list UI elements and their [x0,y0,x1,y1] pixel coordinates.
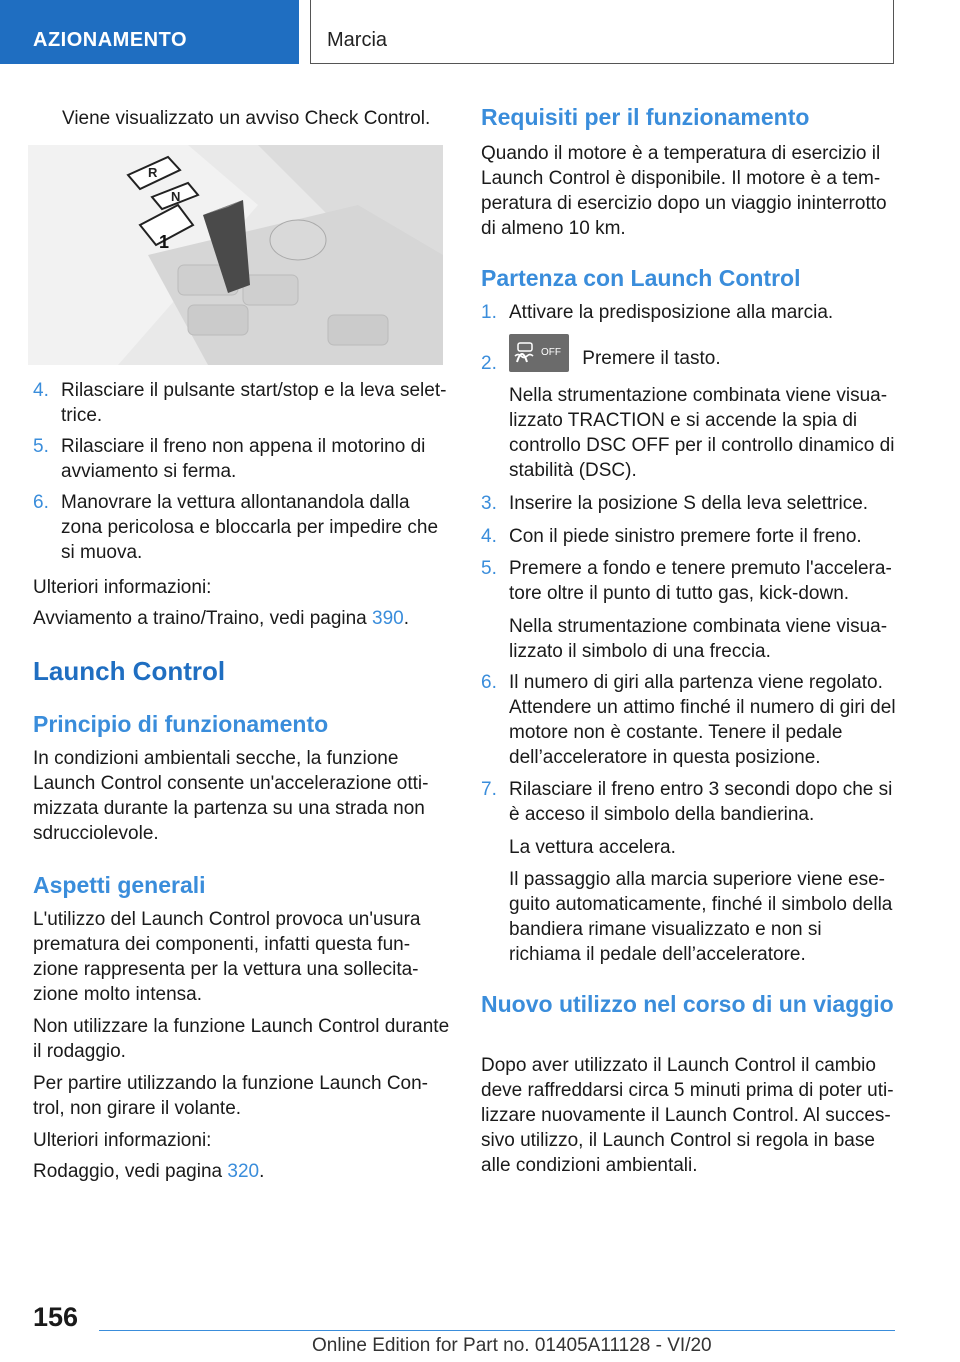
list-item [481,334,896,372]
list-item [481,670,896,770]
step-number: 4. [33,380,49,401]
step-subtext: Nella strumentazione combinata viene visua-lizzato il simbolo di una freccia. [509,616,888,662]
step-number: 7. [481,779,497,800]
reference-end: . [259,1161,265,1182]
step-text: Premere a fondo e tenere premuto l'accelera-tore oltre il punto di tutto gas, kick-down. [509,558,892,604]
list-item [481,300,896,325]
step-number: 2. [481,353,497,374]
step-number: 5. [33,436,49,457]
step-number: 5. [481,558,497,579]
heading-partenza: Partenza con Launch Control [481,265,801,291]
heading-nuovo-utilizzo: Nuovo utilizzo nel corso di un viaggio [481,991,894,1017]
step-subtext: Il passaggio alla marcia superiore viene ese-guito automaticamente, finché il simbolo della bandiera rimane visualizzato e non si richiama il pedale dell’acceleratore. [509,869,893,965]
list-item [33,434,447,484]
step-text: Il numero di giri alla partenza viene regolato. Attendere un attimo finché il numero di giri del motore non è costante. Tenere il pedale dell’acceleratore in questa posizione. [509,672,896,768]
list-item [33,378,447,428]
off-label: OFF [541,347,561,358]
more-info-label: Ulteriori informazioni: [33,1130,212,1151]
list-item [481,491,896,516]
dsc-off-button-icon [509,334,569,372]
heading-principio: Principio di funzionamento [33,711,329,737]
heading-aspetti: Aspetti generali [33,872,206,898]
step-text-row [509,334,896,372]
reference-end: . [403,608,410,629]
more-info-label: Ulteriori informazioni: [33,577,212,598]
figure-label-n: N [171,189,181,204]
step-number: 4. [481,526,497,547]
figure-label-r: R [148,165,158,180]
topic-header [310,0,894,64]
page-link-390[interactable]: 390 [372,608,404,629]
step-number: 1. [481,302,497,323]
step-text: Premere il tasto. [582,348,721,370]
figure-label-1: 1 [159,232,170,252]
paragraph-principio: In condizioni ambientali secche, la funzione Launch Control consente un'accelerazione otti-mizzata durante la partenza su una strada non sdrucciolevole. [33,748,429,844]
cross-reference [33,606,447,631]
paragraph-aspetti-1: L'utilizzo del Launch Control provoca un'usura prematura dei componenti, infatti questa fun-zione rappresenta per la vettura una sollecita-zione molto intensa. [33,909,421,1005]
step-text: Inserire la posizione S della leva selettrice. [509,493,869,514]
step-text: Manovrare la vettura allontanandola dalla zona pericolosa e bloccarla per impedire che si muova. [61,492,439,563]
list-item [481,556,896,606]
reference-text: Avviamento a traino/Traino, vedi pagina [33,608,373,629]
step-number: 6. [33,492,49,513]
page-number: 156 [33,1302,79,1332]
list-item [33,490,447,565]
step-text: Con il piede sinistro premere forte il freno. [509,526,862,547]
cross-reference [33,1159,447,1184]
edition-note: Online Edition for Part no. 01405A11128 - VI/20 [312,1335,712,1356]
footer-divider [99,1330,895,1331]
paragraph-aspetti-2: Non utilizzare la funzione Launch Control durante il rodaggio. [33,1016,450,1062]
step-text: Rilasciare il pulsante start/stop e la leva selet-trice. [61,380,447,426]
step-text: Attivare la predisposizione alla marcia. [509,302,834,323]
step-text: Rilasciare il freno non appena il motorino di avviamento si ferma. [61,436,426,482]
intro-text: Viene visualizzato un avviso Check Control. [62,108,431,129]
page-link-320[interactable]: 320 [227,1161,260,1182]
heading-requisiti: Requisiti per il funzionamento [481,104,810,130]
step-number: 6. [481,672,497,693]
step-subtext: La vettura accelera. [509,837,676,858]
paragraph-aspetti-3: Per partire utilizzando la funzione Launch Con-trol, non girare il volante. [33,1073,429,1119]
section-tab [0,0,299,64]
list-item [481,524,896,549]
paragraph-nuovo-utilizzo: Dopo aver utilizzato il Launch Control il cambio deve raffreddarsi circa 5 minuti prima di poter uti-lizzare nuovamente il Launch Control. Al succes-sivo utilizzo, il Launch Control si regola in base alle condizioni ambientali. [481,1055,894,1176]
heading-launch-control: Launch Control [33,656,226,686]
gear-selector-illustration [28,145,443,365]
list-item [481,777,896,827]
paragraph-requisiti: Quando il motore è a temperatura di esercizio il Launch Control è disponibile. Il motore è a tem-peratura di esercizio dopo un viaggio ininterrotto di almeno 10 km. [481,143,887,239]
step-subtext: Nella strumentazione combinata viene visua-lizzato TRACTION e si accende la spia di controllo DSC OFF per il controllo dinamico di stabilità (DSC). [509,385,895,481]
topic-title: Marcia [327,29,388,51]
step-number: 3. [481,493,497,514]
reference-text: Rodaggio, vedi pagina [33,1161,228,1182]
section-title: AZIONAMENTO [33,29,188,51]
step-text: Rilasciare il freno entro 3 secondi dopo che si è acceso il simbolo della bandierina. [509,779,893,825]
